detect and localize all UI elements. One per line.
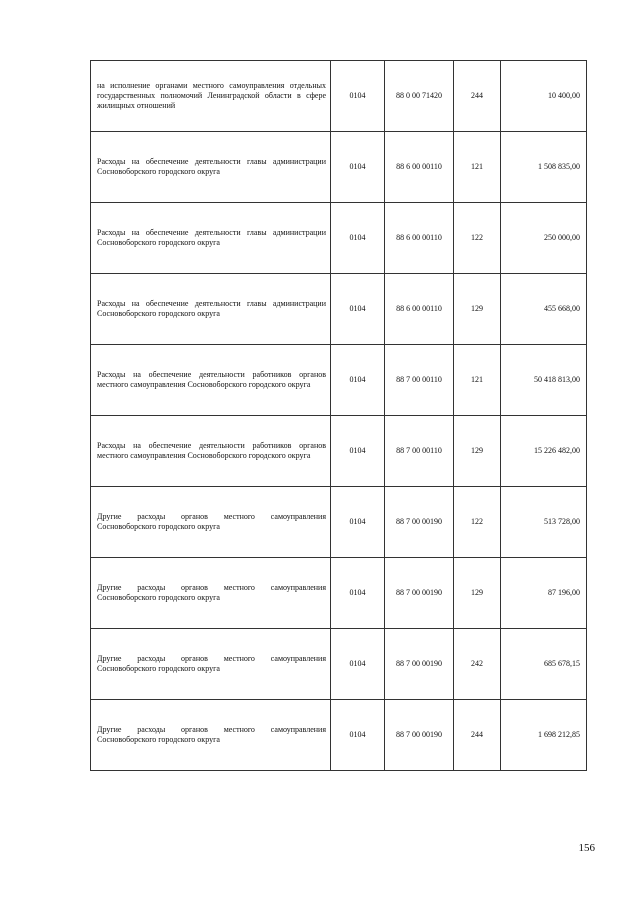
- target-article-cell: 88 7 00 00110: [385, 345, 454, 416]
- amount-cell: 50 418 813,00: [501, 345, 587, 416]
- table-row: [91, 274, 587, 345]
- section-code-cell: 0104: [331, 345, 385, 416]
- amount-cell: 250 000,00: [501, 203, 587, 274]
- expense-name-cell: Другие расходы органов местного самоуправления Сосновоборского городского округа: [91, 629, 331, 700]
- expense-name-cell: Другие расходы органов местного самоуправления Сосновоборского городского округа: [91, 558, 331, 629]
- table-row: [91, 61, 587, 132]
- expense-kind-cell: 244: [454, 700, 501, 771]
- expense-name-cell: Расходы на обеспечение деятельности работников органов местного самоуправления Сосновоборского городского округа: [91, 345, 331, 416]
- amount-cell: 87 196,00: [501, 558, 587, 629]
- target-article-cell: 88 6 00 00110: [385, 274, 454, 345]
- table-row: [91, 629, 587, 700]
- page-number: 156: [578, 842, 595, 854]
- section-code-cell: 0104: [331, 487, 385, 558]
- section-code-cell: 0104: [331, 700, 385, 771]
- expense-kind-cell: 121: [454, 132, 501, 203]
- expense-name-cell: Другие расходы органов местного самоуправления Сосновоборского городского округа: [91, 700, 331, 771]
- table-row: [91, 132, 587, 203]
- expense-kind-cell: 122: [454, 487, 501, 558]
- amount-cell: 10 400,00: [501, 61, 587, 132]
- section-code-cell: 0104: [331, 274, 385, 345]
- amount-cell: 1 698 212,85: [501, 700, 587, 771]
- amount-cell: 1 508 835,00: [501, 132, 587, 203]
- expense-kind-cell: 122: [454, 203, 501, 274]
- table-row: [91, 558, 587, 629]
- section-code-cell: 0104: [331, 61, 385, 132]
- section-code-cell: 0104: [331, 203, 385, 274]
- table-row: [91, 345, 587, 416]
- expense-name-cell: Другие расходы органов местного самоуправления Сосновоборского городского округа: [91, 487, 331, 558]
- target-article-cell: 88 7 00 00110: [385, 416, 454, 487]
- expense-kind-cell: 129: [454, 274, 501, 345]
- expense-kind-cell: 129: [454, 416, 501, 487]
- target-article-cell: 88 7 00 00190: [385, 487, 454, 558]
- section-code-cell: 0104: [331, 416, 385, 487]
- table-row: [91, 203, 587, 274]
- target-article-cell: 88 6 00 00110: [385, 132, 454, 203]
- expense-kind-cell: 244: [454, 61, 501, 132]
- expense-kind-cell: 129: [454, 558, 501, 629]
- expense-kind-cell: 242: [454, 629, 501, 700]
- section-code-cell: 0104: [331, 132, 385, 203]
- budget-table-body: [91, 61, 587, 771]
- amount-cell: 455 668,00: [501, 274, 587, 345]
- target-article-cell: 88 6 00 00110: [385, 203, 454, 274]
- target-article-cell: 88 0 00 71420: [385, 61, 454, 132]
- expense-name-cell: Расходы на обеспечение деятельности главы администрации Сосновоборского городского округа: [91, 132, 331, 203]
- expense-name-cell: Расходы на обеспечение деятельности работников органов местного самоуправления Сосновоборского городского округа: [91, 416, 331, 487]
- target-article-cell: 88 7 00 00190: [385, 558, 454, 629]
- amount-cell: 685 678,15: [501, 629, 587, 700]
- table-row: [91, 700, 587, 771]
- table-row: [91, 487, 587, 558]
- expense-name-cell: Расходы на обеспечение деятельности главы администрации Сосновоборского городского округа: [91, 203, 331, 274]
- amount-cell: 15 226 482,00: [501, 416, 587, 487]
- expense-name-cell: на исполнение органами местного самоуправления отдельных государственных полномочий Ленинградской области в сфере жилищных отношений: [91, 61, 331, 132]
- section-code-cell: 0104: [331, 558, 385, 629]
- expense-kind-cell: 121: [454, 345, 501, 416]
- expense-name-cell: Расходы на обеспечение деятельности главы администрации Сосновоборского городского округа: [91, 274, 331, 345]
- amount-cell: 513 728,00: [501, 487, 587, 558]
- budget-table: [90, 60, 587, 771]
- table-row: [91, 416, 587, 487]
- target-article-cell: 88 7 00 00190: [385, 700, 454, 771]
- section-code-cell: 0104: [331, 629, 385, 700]
- target-article-cell: 88 7 00 00190: [385, 629, 454, 700]
